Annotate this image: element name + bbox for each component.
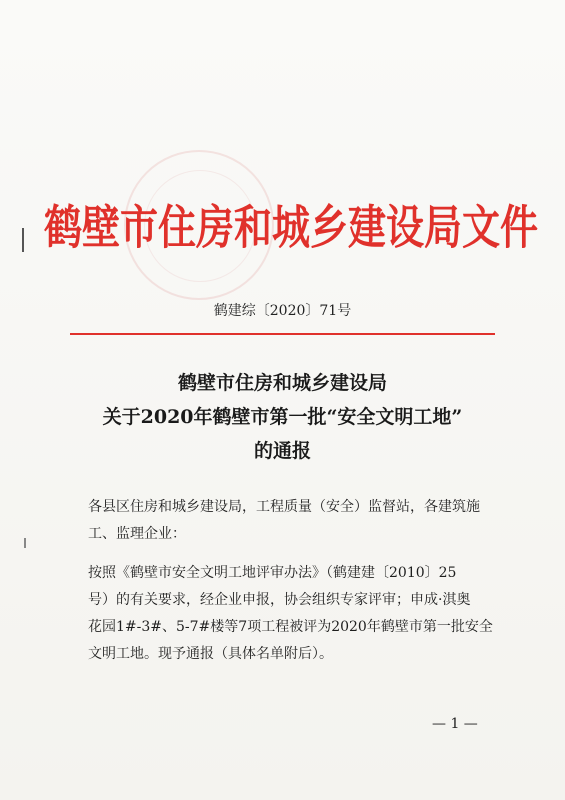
scan-edge-mark (24, 538, 26, 548)
headline-line-1: 鹤壁市住房和城乡建设局 (177, 372, 387, 394)
salutation-line: 工、监理企业： (88, 526, 186, 542)
red-divider-rule (70, 333, 495, 335)
document-number: 鹤建综〔2020〕71号 (213, 303, 352, 319)
issuer-title: 鹤壁市住房和城乡建设局文件 (44, 200, 539, 255)
salutation (88, 494, 498, 548)
body-paragraph (88, 560, 498, 668)
scan-edge-mark (22, 228, 24, 252)
headline-line-2: 关于2020年鹤壁市第一批“安全文明工地” (102, 406, 463, 428)
salutation-line: 各县区住房和城乡建设局，工程质量（安全）监督站，各建筑施 (88, 499, 480, 515)
page-number: — 1 — (432, 716, 478, 732)
paragraph-line: 花园1#-3#、5-7#楼等7项工程被评为2020年鹤壁市第一批安全 (88, 619, 493, 635)
headline-line-3: 的通报 (253, 440, 311, 462)
paragraph-line: 文明工地。现予通报（具体名单附后）。 (88, 646, 333, 662)
paragraph-line: 按照《鹤壁市安全文明工地评审办法》（鹤建建〔2010〕25 (88, 565, 457, 581)
paragraph-line: 号）的有关要求，经企业申报，协会组织专家评审；申成·淇奥 (88, 592, 471, 608)
